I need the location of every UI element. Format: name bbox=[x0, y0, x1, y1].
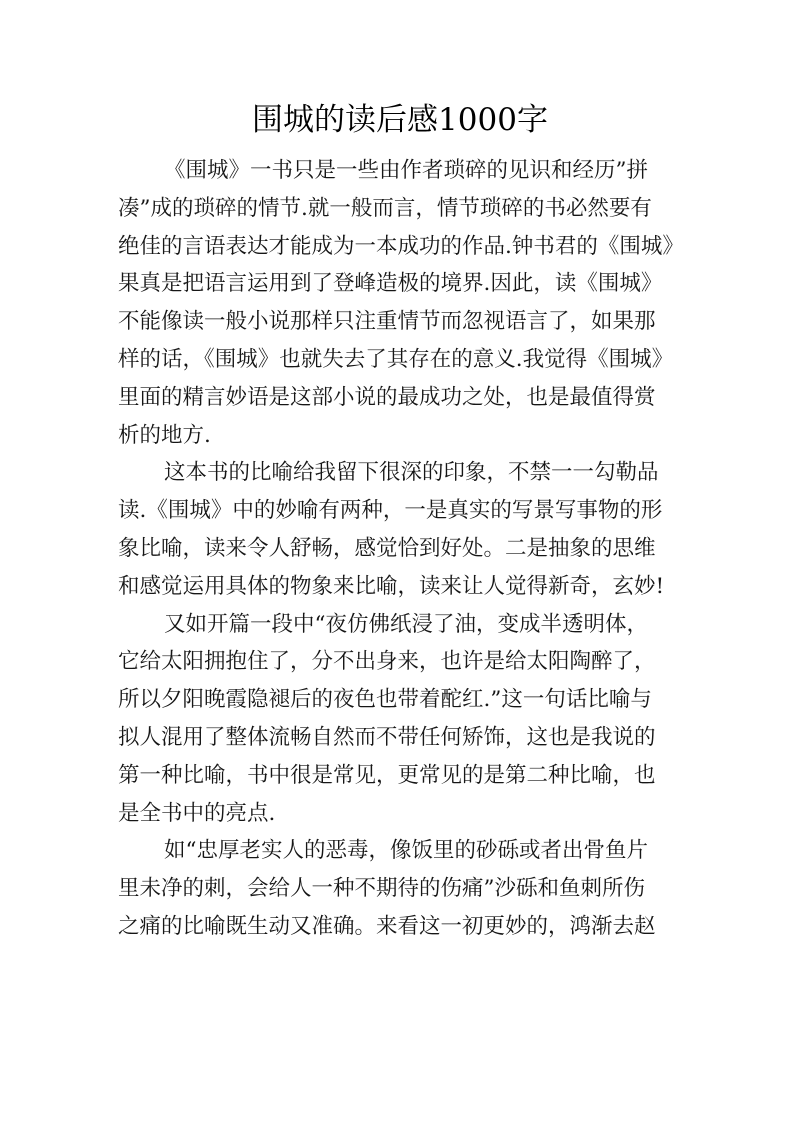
paragraph-4 bbox=[118, 832, 698, 945]
text-line: 绝佳的言语表达才能成为一本成功的作品.钟书君的《围城》 bbox=[118, 233, 684, 259]
text-line: 所以夕阳晚霞隐褪后的夜色也带着酡红.”这一句话比喻与 bbox=[118, 687, 652, 713]
text-line: 是全书中的亮点. bbox=[118, 800, 276, 826]
text-line: 析的地方. bbox=[118, 422, 211, 448]
document-body bbox=[118, 152, 698, 946]
text-line: 里未净的刺，会给人一种不期待的伤痛”沙砾和鱼刺所伤 bbox=[118, 876, 645, 902]
text-line: 象比喻，读来令人舒畅，感觉恰到好处。二是抽象的思维 bbox=[118, 535, 656, 561]
document-title: 围城的读后感1000字 bbox=[252, 102, 548, 138]
text-line: 它给太阳拥抱住了，分不出身来，也许是给太阳陶醉了， bbox=[118, 649, 656, 675]
paragraph-1 bbox=[118, 152, 698, 454]
text-line: 如“忠厚老实人的恶毒，像饭里的砂砾或者出骨鱼片 bbox=[164, 838, 648, 864]
text-line: 之痛的比喻既生动又准确。来看这一初更妙的，鸿渐去赵 bbox=[118, 913, 656, 939]
text-line: 这本书的比喻给我留下很深的印象，不禁一一勾勒品 bbox=[164, 460, 659, 486]
text-line: 拟人混用了整体流畅自然而不带任何矫饰，这也是我说的 bbox=[118, 724, 656, 750]
text-line: 果真是把语言运用到了登峰造极的境界.因此，读《围城》 bbox=[118, 271, 663, 297]
text-line: 《围城》一书只是一些由作者琐碎的见识和经历”拼 bbox=[164, 158, 648, 183]
text-line: 样的话，《围城》也就失去了其存在的意义.我觉得《围城》 bbox=[118, 346, 674, 372]
paragraph-2 bbox=[118, 454, 698, 605]
text-line: 又如开篇一段中“夜仿佛纸浸了油，变成半透明体， bbox=[164, 611, 648, 637]
text-line: 里面的精言妙语是这部小说的最成功之处，也是最值得赏 bbox=[118, 384, 656, 410]
text-line: 读.《围城》中的妙喻有两种，一是真实的写景写事物的形 bbox=[118, 498, 663, 524]
text-line: 不能像读一般小说那样只注重情节而忽视语言了，如果那 bbox=[118, 309, 656, 335]
paragraph-3 bbox=[118, 606, 698, 833]
text-line: 和感觉运用具体的物象来比喻，读来让人觉得新奇，玄妙! bbox=[118, 573, 665, 599]
text-line: 第一种比喻，书中很是常见，更常见的是第二种比喻，也 bbox=[118, 762, 656, 788]
text-line: 凑”成的琐碎的情节.就一般而言，情节琐碎的书必然要有 bbox=[118, 195, 652, 221]
